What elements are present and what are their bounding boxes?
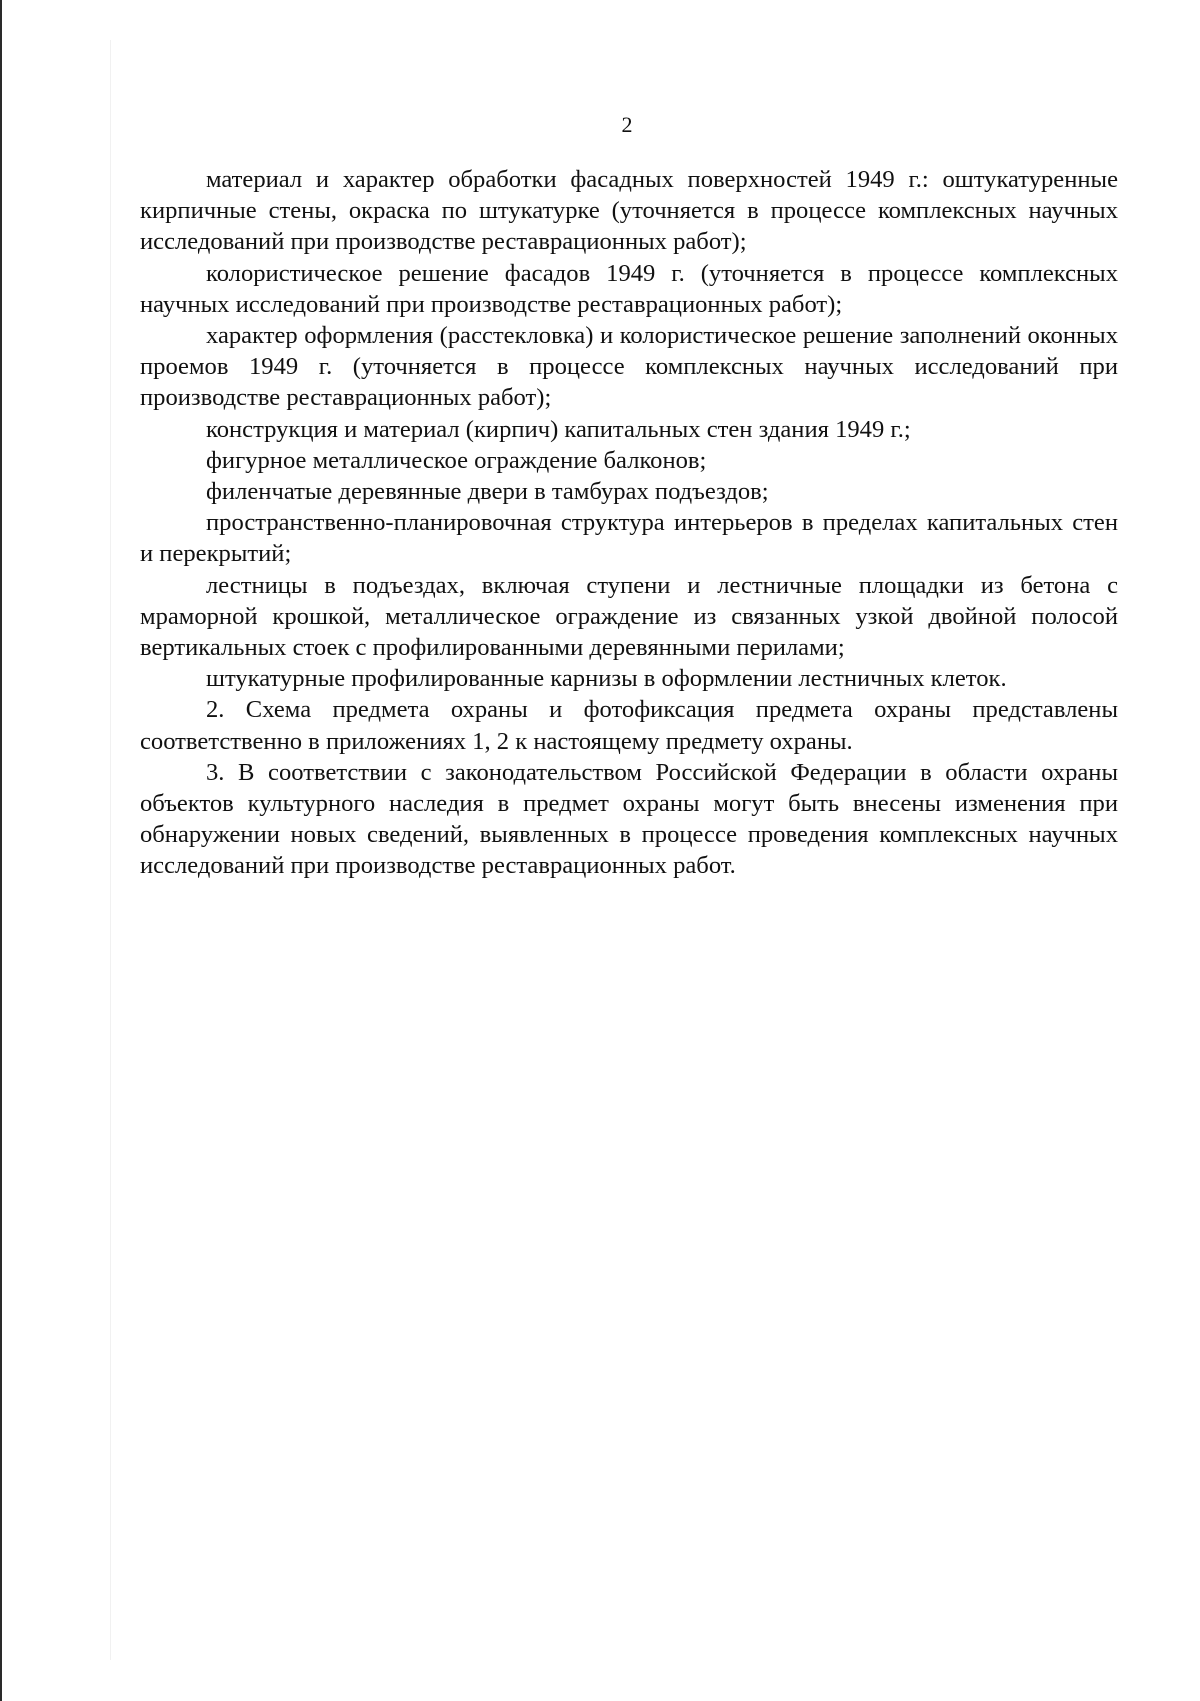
paragraph-item-3: 3. В соответствии с законодательством Российской Федерации в области охраны объектов культурного наследия в предмет охраны могут быть внесены изменения при обнаружении новых сведений, выявленных в процессе проведения комплексных научных исследований при производстве реставрационных работ. bbox=[140, 758, 1118, 880]
paragraph-staircases: лестницы в подъездах, включая ступени и лестничные площадки из бетона с мраморной крошкой, металлическое ограждение из связанных узкой двойной полосой вертикальных стоек с профилированными деревянными перилами; bbox=[140, 571, 1118, 662]
paragraph-cornices: штукатурные профилированные карнизы в оформлении лестничных клеток. bbox=[206, 665, 1007, 693]
paragraph-wall-construction: конструкция и материал (кирпич) капитальных стен здания 1949 г.; bbox=[206, 415, 911, 443]
paragraph-panel-doors: филенчатые деревянные двери в тамбурах подъездов; bbox=[206, 478, 769, 506]
paragraph-item-2: 2. Схема предмета охраны и фотофиксация предмета охраны представлены соответственно в приложениях 1, 2 к настоящему предмету охраны. bbox=[140, 696, 1118, 755]
paragraph-interior-structure: пространственно-планировочная структура интерьеров в пределах капитальных стен и перекрытий; bbox=[140, 509, 1118, 568]
paragraph-window-design: характер оформления (расстекловка) и колористическое решение заполнений оконных проемов 1949 г. (уточняется в процессе комплексных научных исследований при производстве реставрационных работ); bbox=[140, 322, 1118, 412]
paragraph-facade-color: колористическое решение фасадов 1949 г. (уточняется в процессе комплексных научных исследований при производстве реставрационных работ); bbox=[140, 259, 1118, 318]
document-body bbox=[140, 164, 1118, 882]
scan-edge-line bbox=[0, 0, 2, 1701]
paragraph-facade-material: материал и характер обработки фасадных поверхностей 1949 г.: оштукатуренные кирпичные стены, окраска по штукатурке (уточняется в процессе комплексных научных исследований при производстве реставрационных работ); bbox=[140, 166, 1118, 256]
paragraph-balcony-railing: фигурное металлическое ограждение балконов; bbox=[206, 446, 707, 474]
scan-shadow-line bbox=[110, 40, 111, 1660]
page-number: 2 bbox=[621, 112, 633, 137]
